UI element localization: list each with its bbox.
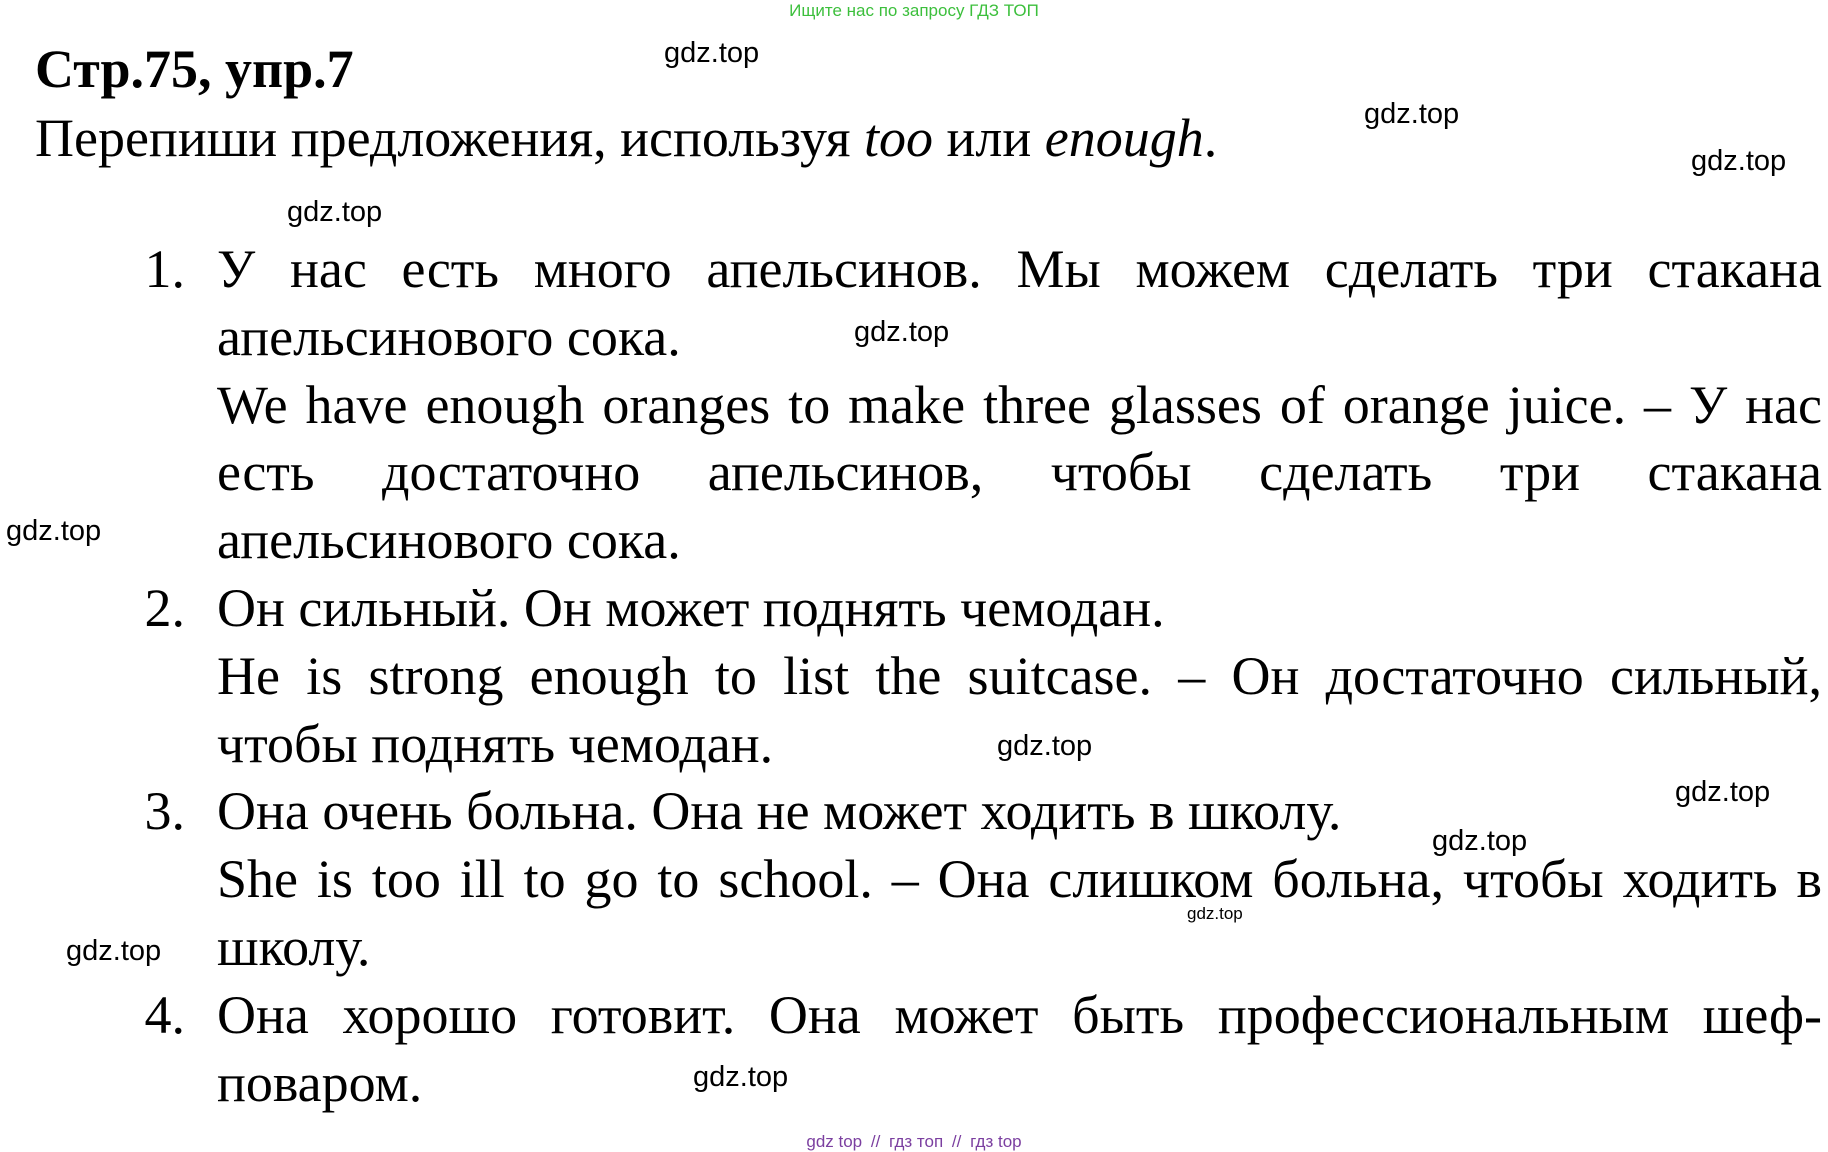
watermark: gdz.top <box>1675 776 1771 808</box>
instruction-text-middle: или <box>932 108 1045 168</box>
instruction <box>35 105 1217 171</box>
item-body <box>185 982 1822 1118</box>
item-sentence: Она очень больна. Она не может ходить в школу. <box>217 781 1342 842</box>
instruction-text-after: . <box>1203 108 1218 168</box>
footer-part-2: гдз топ <box>889 1132 944 1151</box>
exercise-item-4 <box>110 982 1822 1118</box>
page-title: Стр.75, упр.7 <box>35 39 354 99</box>
footer-separator: // <box>951 1132 962 1151</box>
keyword-enough: enough <box>1044 108 1204 168</box>
exercise-item-1 <box>110 236 1822 575</box>
watermark: gdz.top <box>854 316 950 348</box>
watermark: gdz.top <box>1364 98 1460 130</box>
watermark: gdz.top <box>1432 825 1528 857</box>
watermark: gdz.top <box>287 196 383 228</box>
item-sentence: У нас есть много апельсинов. Мы можем сделать три стакана апельсинового сока. <box>217 239 1822 367</box>
watermark: gdz.top <box>1691 145 1787 177</box>
item-number: 4. <box>144 984 185 1045</box>
item-sentence: Он сильный. Он может поднять чемодан. <box>217 577 1165 638</box>
footer-part-1: gdz top <box>806 1132 863 1151</box>
watermark: gdz.top <box>1187 904 1243 923</box>
item-answer: We have enough oranges to make three glasses of orange juice. – У нас есть достаточно апельсинов, чтобы сделать три стакана апельсинового сока. <box>217 374 1822 571</box>
item-number: 2. <box>144 577 185 638</box>
watermark: gdz.top <box>6 515 102 547</box>
item-answer: He is strong enough to list the suitcase. – Он достаточно сильный, чтобы поднять чемодан. <box>217 645 1822 774</box>
item-sentence: Она хорошо готовит. Она может быть профессиональным шеф-поваром. <box>217 984 1822 1113</box>
exercise-item-2 <box>110 575 1822 778</box>
footer <box>0 1132 1828 1152</box>
item-number: 3. <box>144 781 185 842</box>
watermark: gdz.top <box>997 730 1093 762</box>
instruction-text-before: Перепиши предложения, используя <box>35 108 864 168</box>
top-banner: Ищите нас по запросу ГДЗ ТОП <box>789 1 1039 20</box>
watermark: gdz.top <box>693 1061 789 1093</box>
exercise-list <box>110 236 1822 1117</box>
watermark: gdz.top <box>66 935 162 967</box>
exercise-item-3 <box>110 778 1822 981</box>
keyword-too: too <box>863 108 933 168</box>
item-body <box>185 236 1822 575</box>
item-body <box>185 778 1822 981</box>
item-answer: She is too ill to go to school. – Она слишком больна, чтобы ходить в школу. <box>217 849 1822 977</box>
item-number: 1. <box>144 239 185 299</box>
footer-part-3: гдз top <box>970 1132 1022 1151</box>
footer-separator: // <box>870 1132 881 1151</box>
watermark: gdz.top <box>664 37 760 69</box>
